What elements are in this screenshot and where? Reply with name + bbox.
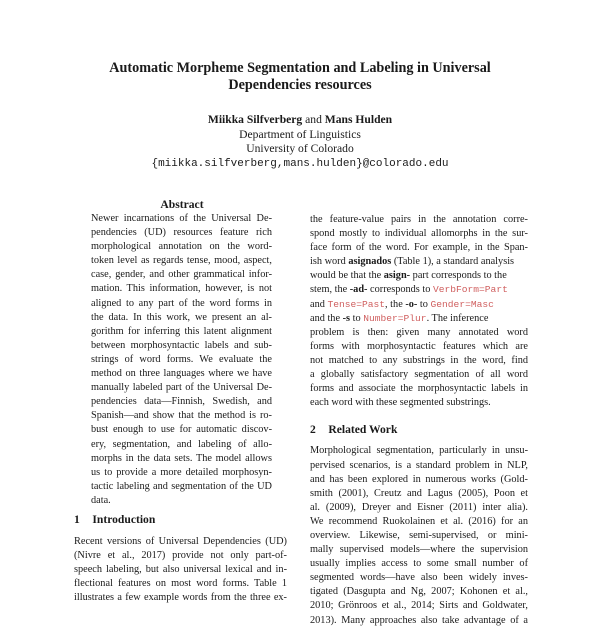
text-line: forms with morphosyntactic features which are <box>310 340 528 352</box>
author-email: {miikka.silfverberg,mans.hulden}@colorado.edu <box>151 157 449 170</box>
related-body <box>310 444 528 627</box>
text-line: 2010; Grönroos et al., 2014; Sirts and Goldwater, <box>310 600 528 612</box>
intro-heading-number: 1 <box>74 513 80 526</box>
text-line: speech labeling, but also universal lexical and in- <box>74 564 287 576</box>
right-line <box>310 283 528 297</box>
paper-title <box>60 60 540 94</box>
text-line: morphs in the data sets. The model allows <box>91 452 272 464</box>
text-run: , the <box>385 298 406 310</box>
text-line: strings of word forms. We evaluate the <box>91 353 272 365</box>
text-line: usually implies access to some small number of <box>310 558 528 570</box>
author-and: and <box>305 113 322 126</box>
text-run: and the <box>310 312 343 324</box>
text-run: ish word <box>310 256 349 268</box>
right-line <box>310 255 528 269</box>
text-line: flectional features on most word forms. Table 1 <box>74 578 287 590</box>
right-line <box>310 269 528 283</box>
text-line: Morphological segmentation, particularly in unsu- <box>310 445 528 457</box>
department: Department of Linguistics <box>239 127 361 141</box>
author-names <box>60 113 540 128</box>
abstract-heading: Abstract <box>160 198 204 211</box>
text-run: stem, the <box>310 284 350 296</box>
example-word: asignados <box>348 256 392 268</box>
text-line: us to provide a more detailed morphosyn- <box>91 466 272 478</box>
right-column <box>310 213 528 628</box>
text-line: token level as regards tense, mood, aspect, <box>91 255 272 267</box>
right-rest-lines <box>310 326 528 411</box>
text-line: method on three languages where we have <box>91 368 272 380</box>
title-line-2: Dependencies resources <box>228 77 372 93</box>
text-line: mally supervised models—where the supervision <box>310 544 528 556</box>
text-line: not matched to any substrings in the word, find <box>310 354 528 366</box>
intro-body <box>74 535 287 605</box>
right-line <box>310 298 528 312</box>
university: University of Colorado <box>246 142 354 155</box>
text-line: pervised scenarios, is a standard problem in NLP, <box>310 459 528 471</box>
text-line: smith (2001), Creutz and Lagus (2005), Poon et <box>310 487 528 499</box>
text-line: pendencies (UD) resources feature rich <box>91 227 272 239</box>
intro-heading-text: Introduction <box>92 513 156 526</box>
text-line: Newer incarnations of the Universal De- <box>91 213 272 224</box>
feature-tag: Number=Plur <box>363 312 427 324</box>
text-line: Spanish—and show that the method is ro- <box>91 410 272 422</box>
text-line: 2013). Many approaches also take advantage of a <box>310 614 528 626</box>
author-2: Mans Hulden <box>324 113 393 126</box>
feature-tag: Tense=Past <box>327 298 386 310</box>
text-line: problem is then: given many annotated word <box>310 326 528 338</box>
text-line: segmented words—have also been widely inves- <box>310 572 528 584</box>
author-1: Miikka Silfverberg <box>207 113 303 126</box>
text-line: each word with these segmented substrings. <box>310 397 491 409</box>
text-line: tactic labeling and segmentation of the UD <box>91 480 272 492</box>
text-run: corresponds to <box>367 284 433 296</box>
title-line-1: Automatic Morpheme Segmentation and Labeling in Universal <box>109 60 491 76</box>
text-line: al. (2009), Dreyer and Eisner (2011) inter alia). <box>310 501 528 513</box>
text-run: . The inference <box>426 312 489 324</box>
feature-tag: Gender=Masc <box>430 298 494 310</box>
text-line: aligned to any part of the word forms in <box>91 297 272 309</box>
morpheme: -s <box>342 312 351 324</box>
intro-heading <box>74 513 155 528</box>
text-line: illustrates a few example words from the three ex- <box>74 592 287 604</box>
right-line: face form of the word. For example, in the Span- <box>310 242 528 254</box>
text-line: case, gender, and other grammatical infor- <box>91 269 272 281</box>
right-line: the feature-value pairs in the annotation corre- <box>310 214 528 225</box>
text-line: manually labeled part of the Universal De- <box>91 382 272 394</box>
morpheme: -ad- <box>349 284 368 296</box>
abstract-body <box>91 212 272 508</box>
text-line: tigated (Dasgupta and Ng, 2007; Kohonen et al., <box>310 586 528 598</box>
author-block <box>60 113 540 171</box>
text-line: the data. In this work, we present an al- <box>91 311 272 323</box>
morpheme: -o- <box>405 298 418 310</box>
text-line: bust enough to use for automatic discov- <box>91 424 272 436</box>
feature-tag: VerbForm=Part <box>432 284 508 296</box>
text-line: forms and associate the morphosyntactic labels in <box>310 383 528 395</box>
right-line: spond mostly to individual allomorphs in the sur- <box>310 228 528 240</box>
text-line: overview. Likewise, semi-supervised, or mini- <box>310 529 528 541</box>
text-run: (Table 1), a standard analysis <box>391 256 515 268</box>
text-line: Recent versions of Universal Dependencies (UD) <box>74 536 287 547</box>
text-line: pendencies data—Finnish, Swedish, and <box>91 396 272 408</box>
text-run: to <box>350 312 364 324</box>
related-heading-text: Related Work <box>328 423 398 437</box>
related-heading-number: 2 <box>310 423 316 437</box>
text-run: part corresponds to the <box>410 270 507 282</box>
text-line: and has been explored in numerous works (Gold- <box>310 473 528 485</box>
text-line: a globally satisfactory segmentation of all word <box>310 369 528 381</box>
text-line: mation. This information, however, is not <box>91 283 272 295</box>
text-line: gorithm for inferring this latent alignment <box>91 325 272 337</box>
text-line: between morphosyntactic labels and sub- <box>91 339 272 351</box>
text-line: morphological annotation on the word- <box>91 241 272 253</box>
text-line: ery, segmentation, and labeling of allo- <box>91 438 272 450</box>
morpheme: asign- <box>383 270 411 282</box>
related-heading <box>310 423 528 438</box>
text-line: data. <box>91 494 111 506</box>
right-line <box>310 312 528 326</box>
text-run: and <box>310 298 328 310</box>
abstract-heading-wrap <box>60 198 304 213</box>
text-run: would be that the <box>310 270 384 282</box>
text-line: (Nivre et al., 2017) provide not only part-of- <box>74 550 287 562</box>
text-run: to <box>417 298 431 310</box>
text-line: We recommend Ruokolainen et al. (2016) for an <box>310 515 528 527</box>
